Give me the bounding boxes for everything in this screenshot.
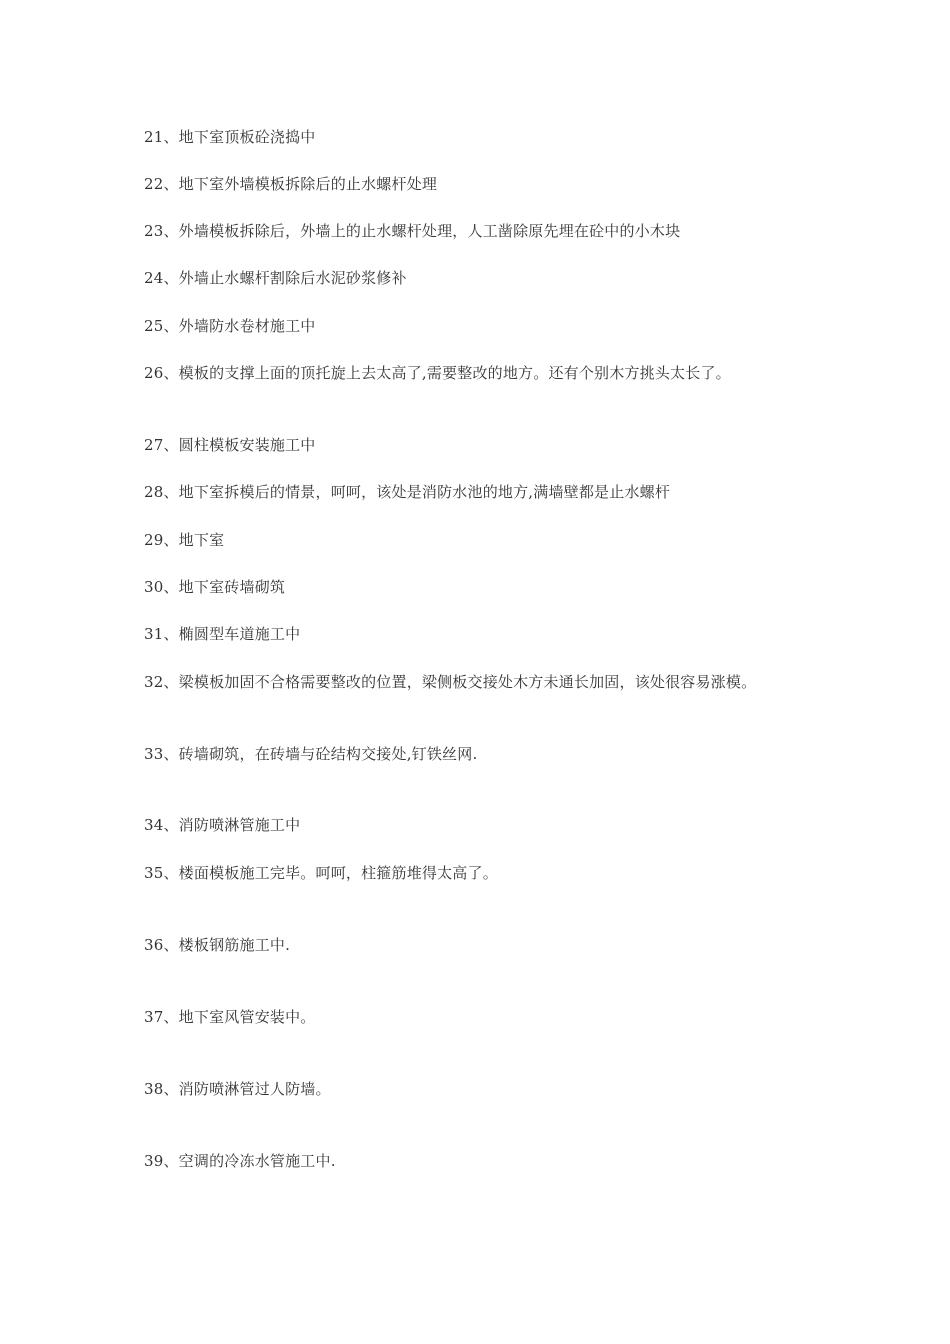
item-28: 28、地下室拆模后的情景，呵呵，该处是消防水池的地方,满墙壁都是止水螺杆 [144,483,671,501]
item-29: 29、地下室 [144,531,225,549]
item-26: 26、模板的支撑上面的顶托旋上去太高了,需要整改的地方。还有个别木方挑头太长了。 [144,364,731,382]
item-38: 38、消防喷淋管过人防墙。 [144,1080,331,1098]
item-23: 23、外墙模板拆除后，外墙上的止水螺杆处理，人工凿除原先埋在砼中的小木块 [144,222,681,240]
item-31: 31、椭圆型车道施工中 [144,625,301,643]
item-37: 37、地下室风管安装中。 [144,1008,316,1026]
item-25: 25、外墙防水卷材施工中 [144,317,316,335]
item-35: 35、楼面模板施工完毕。呵呵，柱箍筋堆得太高了。 [144,864,498,882]
item-33: 33、砖墙砌筑，在砖墙与砼结构交接处,钉铁丝网. [144,745,478,763]
item-21: 21、地下室顶板砼浇捣中 [144,128,316,146]
item-24: 24、外墙止水螺杆割除后水泥砂浆修补 [144,269,407,287]
item-39: 39、空调的冷冻水管施工中. [144,1152,336,1170]
item-36: 36、楼板钢筋施工中. [144,936,291,954]
item-30: 30、地下室砖墙砌筑 [144,578,286,596]
item-22: 22、地下室外墙模板拆除后的止水螺杆处理 [144,175,438,193]
item-32: 32、梁模板加固不合格需要整改的位置，梁侧板交接处木方未通长加固，该处很容易涨模。 [144,673,757,691]
item-34: 34、消防喷淋管施工中 [144,816,301,834]
item-27: 27、圆柱模板安装施工中 [144,436,316,454]
